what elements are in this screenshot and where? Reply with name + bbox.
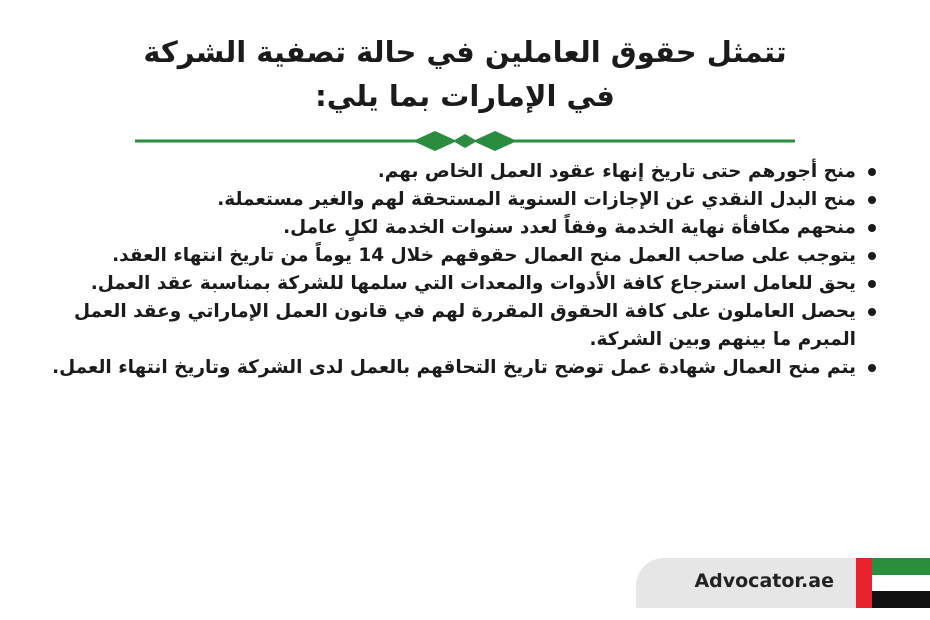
brand-name: Advocator.ae [694, 570, 834, 592]
brand-badge [636, 558, 856, 608]
divider-diamond-left [413, 131, 457, 151]
list-item: يتوجب على صاحب العمل منح العمال حقوقهم خلال 14 يوماً من تاريخ انتهاء العقد. [40, 242, 882, 270]
ornamental-divider [135, 126, 795, 156]
divider-diamond-right [473, 131, 517, 151]
flag-white-band [872, 575, 930, 591]
list-item: يتم منح العمال شهادة عمل توضح تاريخ التحاقهم بالعمل لدى الشركة وتاريخ انتهاء العمل. [40, 354, 882, 382]
list-item: منح البدل النقدي عن الإجازات السنوية المستحقة لهم والغير مستعملة. [40, 186, 882, 214]
list-item: يحصل العاملون على كافة الحقوق المقررة لهم في قانون العمل الإماراتي وعقد العمل المبرم ما بينهم وبين الشركة. [40, 298, 882, 354]
list-item: منح أجورهم حتى تاريخ إنهاء عقود العمل الخاص بهم. [40, 158, 882, 186]
list-item: يحق للعامل استرجاع كافة الأدوات والمعدات التي سلمها للشركة بمناسبة عقد العمل. [40, 270, 882, 298]
rights-list [40, 158, 882, 382]
flag-red-band [856, 558, 872, 608]
title-line-1: تتمثل حقوق العاملين في حالة تصفية الشركة [143, 35, 787, 69]
flag-black-band [872, 591, 930, 608]
title-line-2: في الإمارات بما يلي: [315, 79, 615, 113]
flag-green-band [872, 558, 930, 575]
page-title [60, 30, 870, 118]
list-item: منحهم مكافأة نهاية الخدمة وفقاً لعدد سنوات الخدمة لكلٍ عامل. [40, 214, 882, 242]
uae-flag-icon [856, 558, 930, 608]
